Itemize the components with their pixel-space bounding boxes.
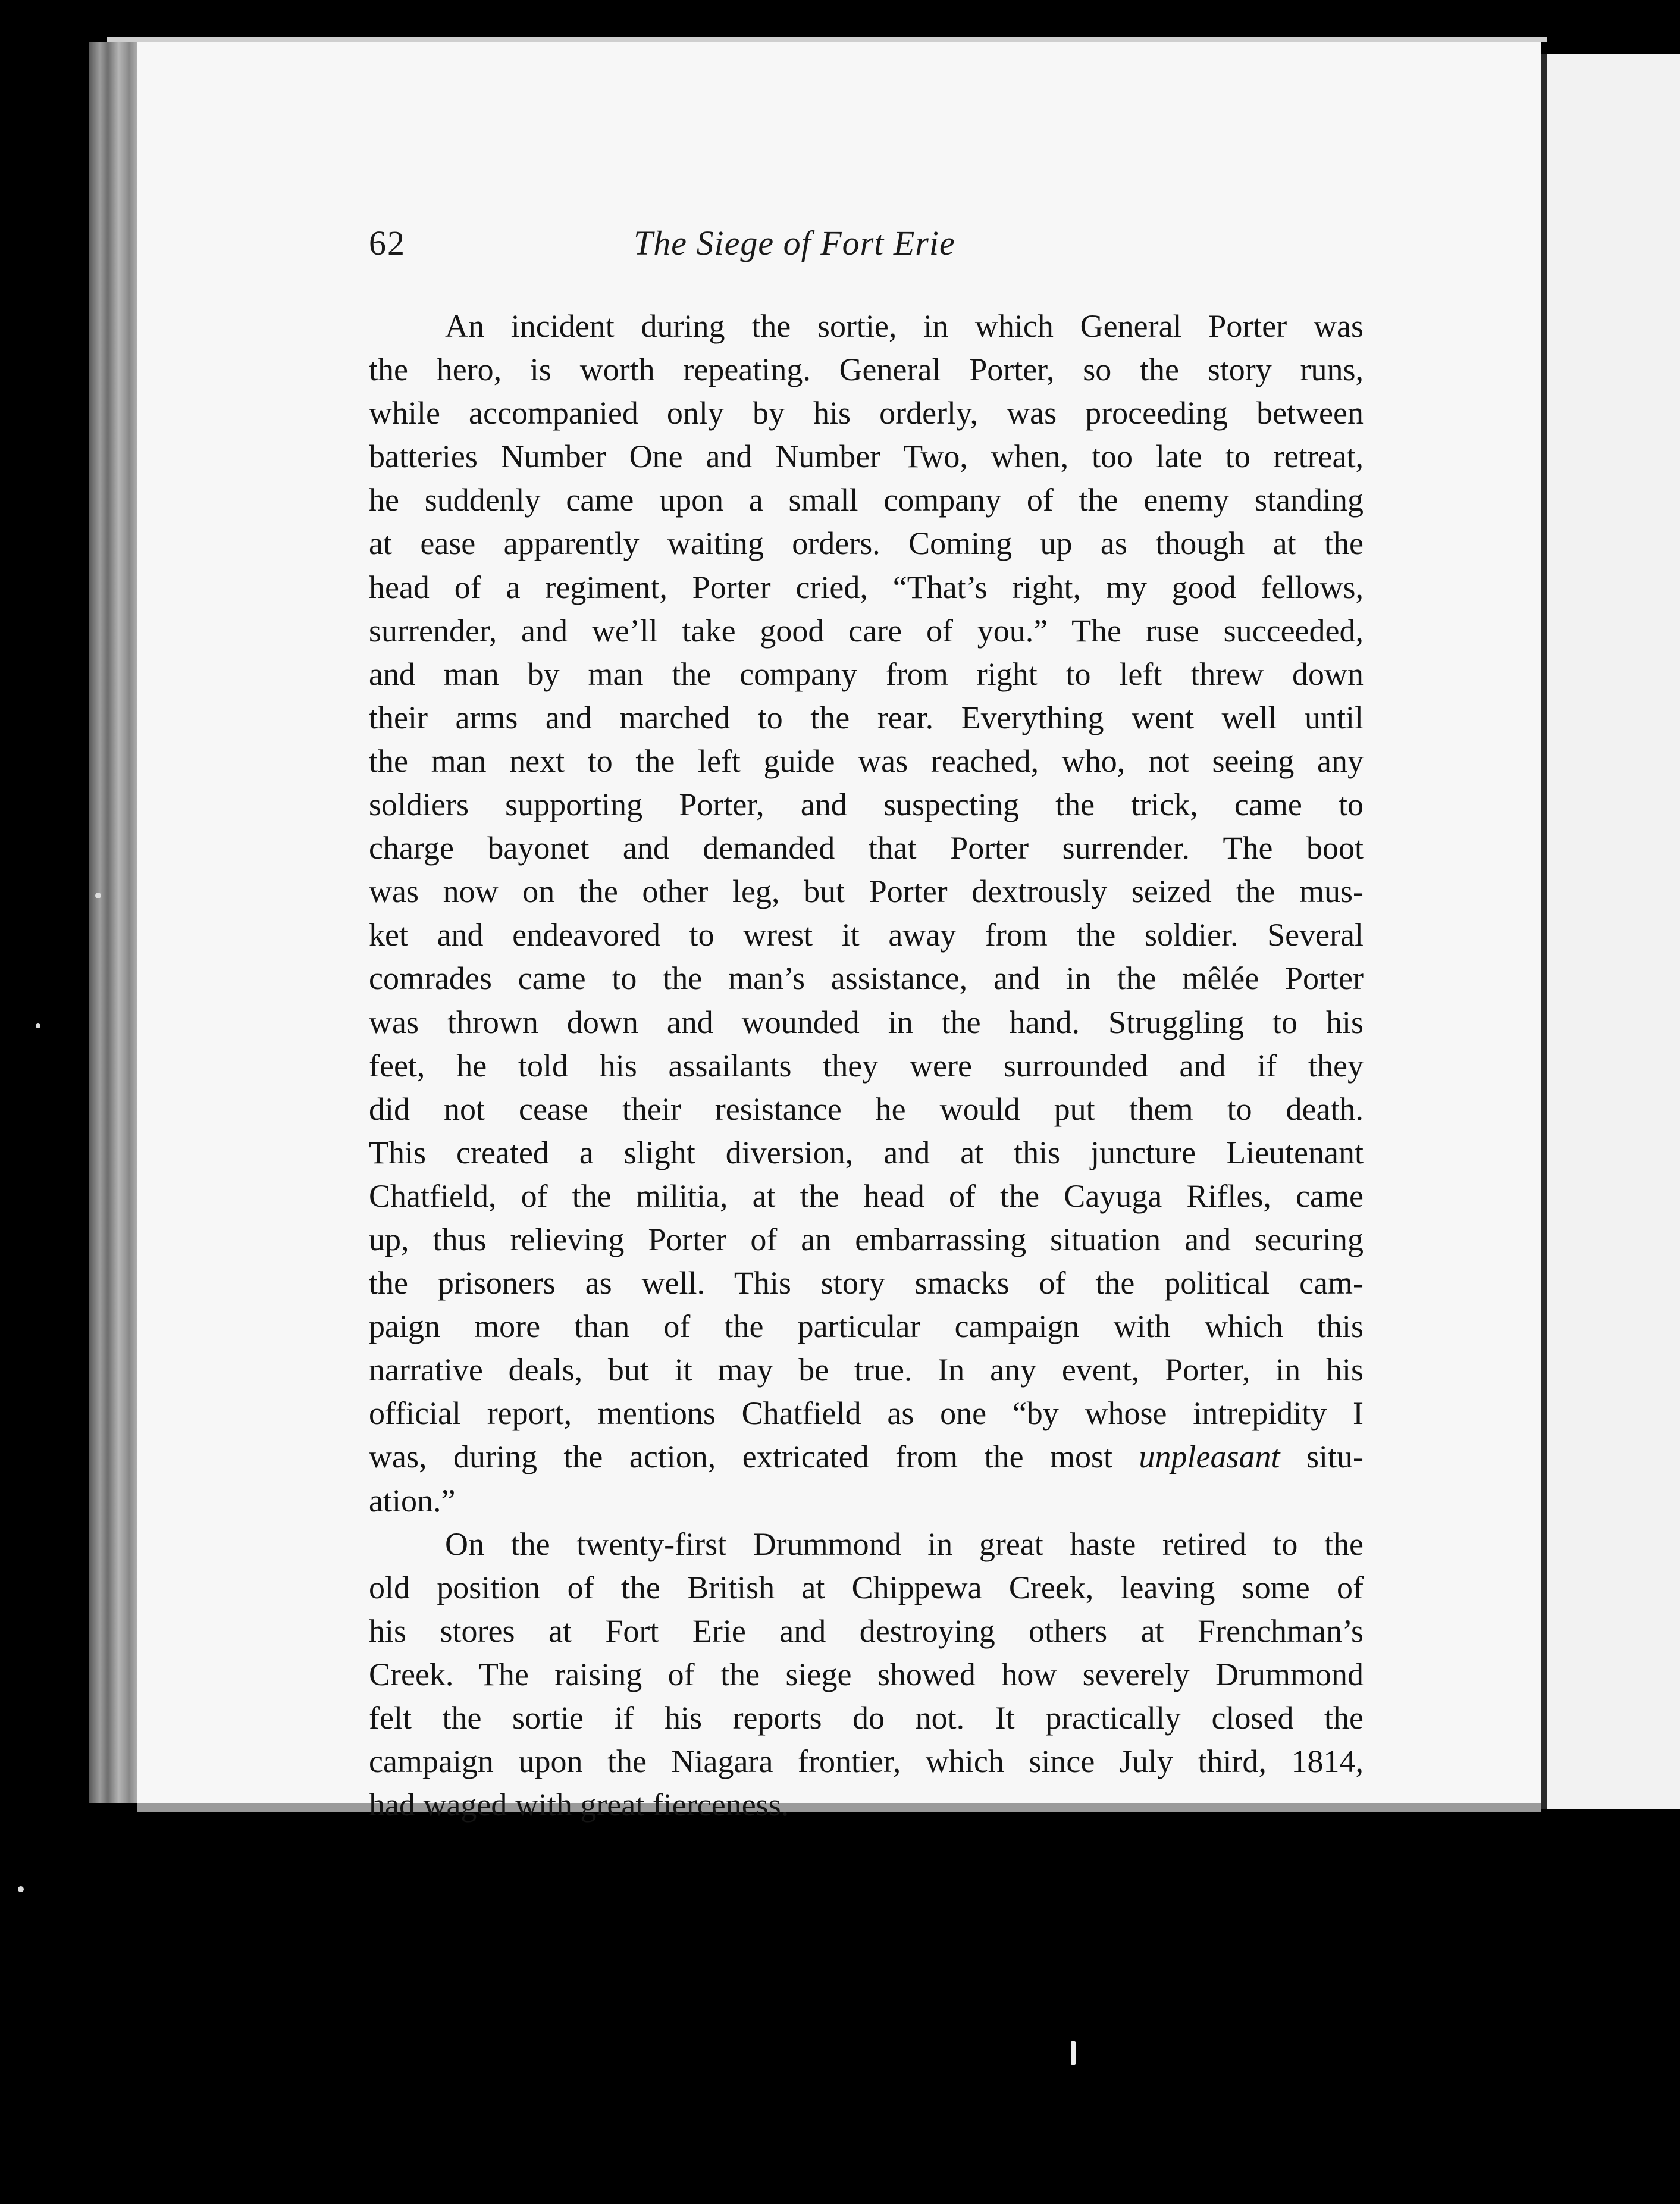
text-line: soldiers supporting Porter, and suspecting the trick, came to: [369, 787, 1364, 823]
text-line: feet, he told his assailants they were surrounded and if they: [369, 1047, 1364, 1084]
text-line: On the twenty-first Drummond in great haste retired to the: [445, 1526, 1364, 1562]
text-line: ation.”: [369, 1482, 456, 1519]
text-line: paign more than of the particular campaign with which this: [369, 1308, 1364, 1345]
body-text: [369, 305, 1364, 1827]
text-line: batteries Number One and Number Two, when, too late to retreat,: [369, 439, 1364, 475]
paragraph-1: [369, 305, 1364, 1523]
text-line: surrender, and we’ll take good care of you.” The ruse succeeded,: [369, 612, 1364, 649]
text-line: the hero, is worth repeating. General Porter, so the story runs,: [369, 352, 1364, 388]
text-line: old position of the British at Chippewa Creek, leaving some of: [369, 1569, 1364, 1605]
text-line: official report, mentions Chatfield as one “by whose intrepidity I: [369, 1395, 1364, 1432]
text-line: at ease apparently waiting orders. Coming up as though at the: [369, 525, 1364, 562]
text-line: felt the sortie if his reports do not. It practically closed the: [369, 1700, 1364, 1736]
italic-word: unpleasant: [1139, 1439, 1280, 1475]
scan-artifact: [18, 1886, 24, 1892]
text-line: did not cease their resistance he would put them to death.: [369, 1091, 1364, 1127]
text-line: the man next to the left guide was reached, who, not seeing any: [369, 743, 1364, 779]
text-line: narrative deals, but it may be true. In any event, Porter, in his: [369, 1352, 1364, 1388]
text-line: and man by man the company from right to left threw down: [369, 656, 1364, 692]
text-line: An incident during the sortie, in which General Porter was: [445, 308, 1364, 344]
scan-artifact: [36, 1023, 40, 1028]
text-line: campaign upon the Niagara frontier, which since July third, 1814,: [369, 1743, 1364, 1780]
text-line: charge bayonet and demanded that Porter surrender. The boot: [369, 830, 1364, 866]
text-line: while accompanied only by his orderly, was proceeding between: [369, 395, 1364, 431]
running-title: The Siege of Fort Erie: [634, 224, 955, 262]
text-line: the prisoners as well. This story smacks of the political cam-: [369, 1265, 1364, 1301]
text-line: This created a slight diversion, and at this juncture Lieutenant: [369, 1134, 1364, 1170]
text-line: comrades came to the man’s assistance, and in the mêlée Porter: [369, 960, 1364, 997]
text-line: his stores at Fort Erie and destroying others at Frenchman’s: [369, 1613, 1364, 1649]
text-fragment: situ-: [1306, 1439, 1364, 1475]
book-edge: [89, 42, 143, 1803]
paragraph-2: [369, 1523, 1364, 1827]
text-line: their arms and marched to the rear. Everything went well until: [369, 699, 1364, 735]
scan-artifact: [95, 893, 101, 898]
facing-page: [1547, 54, 1680, 1809]
text-line: Creek. The raising of the siege showed how severely Drummond: [369, 1656, 1364, 1692]
text-line: was thrown down and wounded in the hand. Struggling to his: [369, 1004, 1364, 1040]
page-number: 62: [369, 224, 406, 262]
text-line-emphasis: [369, 1435, 1364, 1479]
scan-artifact: [1071, 2041, 1076, 2065]
page-top-edge: [107, 37, 1547, 42]
text-fragment: was, during the action, extricated from the most: [369, 1439, 1113, 1475]
text-line: he suddenly came upon a small company of the enemy standing: [369, 482, 1364, 518]
text-line: was now on the other leg, but Porter dextrously seized the mus-: [369, 874, 1364, 910]
running-header: [369, 223, 1380, 277]
text-line: Chatfield, of the militia, at the head of the Cayuga Rifles, came: [369, 1178, 1364, 1214]
text-line: ket and endeavored to wrest it away from the soldier. Several: [369, 917, 1364, 953]
text-line: had waged with great fierceness.: [369, 1787, 789, 1823]
text-line: up, thus relieving Porter of an embarrassing situation and securing: [369, 1221, 1364, 1257]
text-line: head of a regiment, Porter cried, “That’s right, my good fellows,: [369, 569, 1364, 605]
